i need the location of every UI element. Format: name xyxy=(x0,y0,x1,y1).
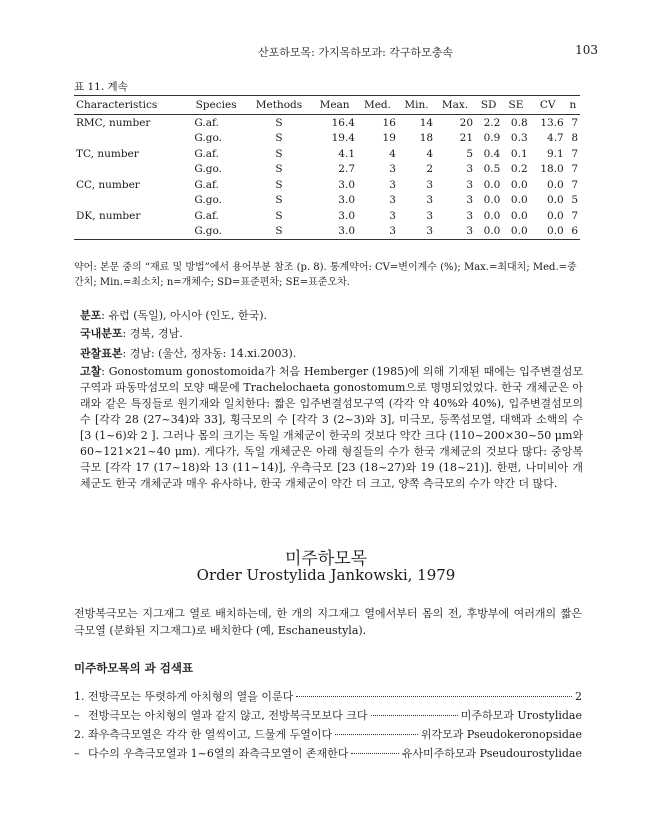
key-number: 1. xyxy=(74,690,85,703)
table-cell: S xyxy=(246,224,312,240)
table-cell: G.af. xyxy=(194,147,219,160)
table-cell: 0.0 xyxy=(547,209,564,222)
key-text: 좌우측극모열은 각각 한 열씩이고, 드물게 두열이다 xyxy=(88,728,333,741)
table-cell: 7 xyxy=(571,178,578,191)
table-cell: 0.0 xyxy=(510,194,528,207)
table-cell: G.af. xyxy=(194,209,219,222)
table-row xyxy=(74,131,580,147)
table-cell: CC, number xyxy=(76,178,140,191)
remarks-text: : Gonostomum gonostomoida가 처음 Hemberger (1985)에 의해 기재된 때에는 입주변결섬모구역과 파동막섬모의 모양 때문에 Trachelochaeta gonostomum으로 명명되었었다. 한국 개체군은 아래와 같은 특징들로 원기재와 일치한다: 짧은 입주변결섬모구역 (각각 약 40%와 40%), 입주변결섬모의 수 [각각 28 (27~34)와 33], 횡극모의 수 [각각 3 (2~3)와 3], 미극모, 등쪽섬모열, 대핵과 소핵의 수 [3 (1~6)와 2 ]. 그러나 몸의 크기는 독일 개체군이 한국의 것보다 약간 크다 (110~200×30~50 μm와 60~121×21~40 μm). 게다가, 독일 개체군은 아래 형질들의 수가 한국 개체군의 것보다 많다: 중앙복극모 [각각 17 (17~18)와 13 (11~14)], 우측극모 [23 (18~27)와 19 (18~21)]. 한편, 나미비아 개체군도 한국 개체군과 매우 유사하나, 한국 개체군이 약간 더 크고, 양쪽 측극모의 수가 약간 더 많다. xyxy=(80,365,583,490)
column-header: n xyxy=(566,96,580,115)
table-cell: 0.9 xyxy=(483,132,501,145)
table-caption: 표 11. 계속 xyxy=(74,81,128,93)
leader-dots xyxy=(296,696,572,697)
key-line xyxy=(74,688,582,704)
table-cell: G.go. xyxy=(194,163,222,176)
table-cell: 3 xyxy=(466,178,474,191)
remarks-label: 고찰 xyxy=(80,365,102,378)
table-cell: 2.7 xyxy=(338,163,355,176)
key-number: – xyxy=(74,709,80,722)
table-cell: 0.0 xyxy=(547,178,564,191)
table-cell: 7 xyxy=(571,209,578,222)
table-row xyxy=(74,224,580,240)
column-header: SE xyxy=(502,96,529,115)
table-row xyxy=(74,146,580,162)
table-cell: 3 xyxy=(466,209,474,222)
table-cell: TC, number xyxy=(76,147,139,160)
specimen-paragraph xyxy=(80,346,583,362)
table-cell: 5 xyxy=(466,147,474,160)
key-result: 미주하모과 Urostylidae xyxy=(460,709,582,722)
remarks-paragraph xyxy=(80,364,583,492)
table-cell: 7 xyxy=(571,147,578,160)
distribution-text: : 유럽 (독일), 아시아 (인도, 한국). xyxy=(101,309,267,322)
column-header: SD xyxy=(475,96,502,115)
table-cell: S xyxy=(275,163,283,176)
table-cell: 4.1 xyxy=(338,147,355,160)
table-cell: 9.1 xyxy=(547,147,564,160)
table-cell: 16 xyxy=(382,116,396,129)
key-result: 위각모과 Pseudokeronopsidae xyxy=(420,728,582,741)
table-cell: 19 xyxy=(382,132,396,145)
table-cell xyxy=(74,131,186,147)
key-line xyxy=(74,745,582,761)
table-cell: 0.0 xyxy=(475,224,502,240)
page-number: 103 xyxy=(575,43,598,57)
table-cell: 8 xyxy=(571,132,578,145)
column-header: Characteristics xyxy=(74,96,186,115)
key-text: 다수의 우측극모열과 1~6열의 좌측극모열이 존재한다 xyxy=(88,747,349,760)
order-title-english: Order Urostylida Jankowski, 1979 xyxy=(196,566,456,584)
column-header: Min. xyxy=(398,96,435,115)
table-cell: 0.0 xyxy=(483,209,501,222)
key-number: 2. xyxy=(74,728,85,741)
table-cell: 0.0 xyxy=(547,194,564,207)
table-cell: 3.0 xyxy=(312,224,357,240)
table-cell: 3 xyxy=(389,194,396,207)
order-description: 전방복극모는 지그재그 열로 배치하는데, 한 개의 지그재그 열에서부터 몸의 전, 후방부에 여러개의 짧은 극모열 (분화된 지그재그)로 배치한다 (예, Eschaneustyla). xyxy=(74,607,582,637)
table-body xyxy=(74,115,580,240)
column-header: Max. xyxy=(435,96,475,115)
table-cell: 13.6 xyxy=(540,116,564,129)
key-text: 전방극모는 뚜렷하게 아치형의 열을 이룬다 xyxy=(88,690,294,703)
table-cell: 7 xyxy=(571,163,578,176)
table-cell: S xyxy=(275,178,283,191)
key-number: – xyxy=(74,747,80,760)
key-text: 전방극모는 아치형의 열과 같지 않고, 전방복극모보다 크다 xyxy=(88,709,368,722)
table-cell: RMC, number xyxy=(76,116,151,129)
table-cell: 14 xyxy=(419,116,434,129)
table-cell: 16.4 xyxy=(331,116,355,129)
column-header: Methods xyxy=(246,96,312,115)
column-header: Med. xyxy=(357,96,398,115)
table-cell: 3.0 xyxy=(338,194,355,207)
table-cell: 3.0 xyxy=(338,209,355,222)
table-cell: 2.2 xyxy=(483,116,501,129)
running-title: 산포하모목: 가지목하모과: 각구하모충속 xyxy=(258,46,454,59)
table-cell: 0.0 xyxy=(483,178,501,191)
table-cell xyxy=(74,224,186,240)
key-result: 2 xyxy=(575,690,582,703)
table-cell: 3 xyxy=(389,209,396,222)
key-line xyxy=(74,707,582,723)
table-cell: G.go. xyxy=(194,132,222,145)
table-cell: 19.4 xyxy=(331,132,355,145)
table-cell: DK, number xyxy=(76,209,141,222)
table-cell: 3 xyxy=(398,224,435,240)
table-note: 약어: 본문 중의 “재료 및 방법”에서 용어부분 참조 (p. 8). 통계약어: CV=변이계수 (%); Max.=최대치; Med.=중간치; Min.=최소치; n=개체수; SD=표준편차; SE=표준오차. xyxy=(74,262,577,288)
specimen-text: : 경남: (울산, 정자동: 14.xi.2003). xyxy=(122,347,297,360)
leader-dots xyxy=(371,715,458,716)
leader-dots xyxy=(351,753,398,754)
table-cell: 0.8 xyxy=(510,116,528,129)
table-row xyxy=(74,177,580,193)
table-cell: 0.4 xyxy=(483,147,501,160)
table-cell: 3 xyxy=(426,178,434,191)
table-cell: 18 xyxy=(419,132,434,145)
table-cell: S xyxy=(275,116,283,129)
table-cell: 3 xyxy=(466,163,474,176)
table-cell: 0.0 xyxy=(510,178,528,191)
table-cell xyxy=(74,162,186,178)
table-cell: S xyxy=(275,194,283,207)
distribution-paragraph xyxy=(80,308,583,324)
table-row xyxy=(74,193,580,209)
table-cell: G.af. xyxy=(194,116,219,129)
table-cell: 0.0 xyxy=(502,224,529,240)
column-header: Species xyxy=(186,96,245,115)
table-cell: 4.7 xyxy=(547,132,564,145)
key-result: 유사미주하모과 Pseudourostylidae xyxy=(401,747,582,760)
table-cell: G.go. xyxy=(186,224,245,240)
table-cell: 21 xyxy=(459,132,474,145)
table-cell: 3 xyxy=(426,209,434,222)
table-cell: 3 xyxy=(426,194,434,207)
table-cell: G.af. xyxy=(194,178,219,191)
table-cell: 0.2 xyxy=(510,163,528,176)
table-cell: 3 xyxy=(389,163,396,176)
table-header-row xyxy=(74,96,580,115)
table-cell: S xyxy=(275,209,283,222)
korean-distribution-paragraph xyxy=(80,326,583,342)
table-cell: 3.0 xyxy=(338,178,355,191)
table-cell: S xyxy=(275,132,283,145)
table-cell: 0.0 xyxy=(510,209,528,222)
table-cell: 7 xyxy=(571,116,578,129)
order-title-korean: 미주하모목 xyxy=(284,549,368,569)
table-cell: 4 xyxy=(389,147,396,160)
table-row xyxy=(74,162,580,178)
table-cell: 0.0 xyxy=(483,194,501,207)
table-row xyxy=(74,208,580,224)
table-cell: 3 xyxy=(466,194,474,207)
column-header: CV xyxy=(530,96,566,115)
specimen-label: 관찰표본 xyxy=(80,347,123,360)
table-cell: 0.3 xyxy=(510,132,528,145)
korean-distribution-text: : 경북, 경남. xyxy=(122,327,183,340)
distribution-label: 분포 xyxy=(80,309,102,322)
table-cell: 20 xyxy=(459,116,474,129)
table-cell: 6 xyxy=(566,224,580,240)
table-cell: S xyxy=(275,147,283,160)
table-cell: 4 xyxy=(426,147,434,160)
table-cell: 0.0 xyxy=(530,224,566,240)
table-cell: G.go. xyxy=(194,194,222,207)
table-cell: 3 xyxy=(357,224,398,240)
table-cell: 0.1 xyxy=(510,147,528,160)
table-cell: 3 xyxy=(435,224,475,240)
key-title: 미주하모목의 과 검색표 xyxy=(74,661,194,675)
key-line xyxy=(74,726,582,742)
table-row xyxy=(74,115,580,131)
table-cell xyxy=(74,193,186,209)
korean-distribution-label: 국내분포 xyxy=(80,327,123,340)
measurement-table xyxy=(74,95,580,240)
table-cell: 3 xyxy=(389,178,396,191)
table-cell: 2 xyxy=(426,163,434,176)
table-cell: 18.0 xyxy=(540,163,564,176)
table-cell: 0.5 xyxy=(483,163,501,176)
table-cell: 5 xyxy=(571,194,578,207)
leader-dots xyxy=(335,734,418,735)
column-header: Mean xyxy=(312,96,357,115)
